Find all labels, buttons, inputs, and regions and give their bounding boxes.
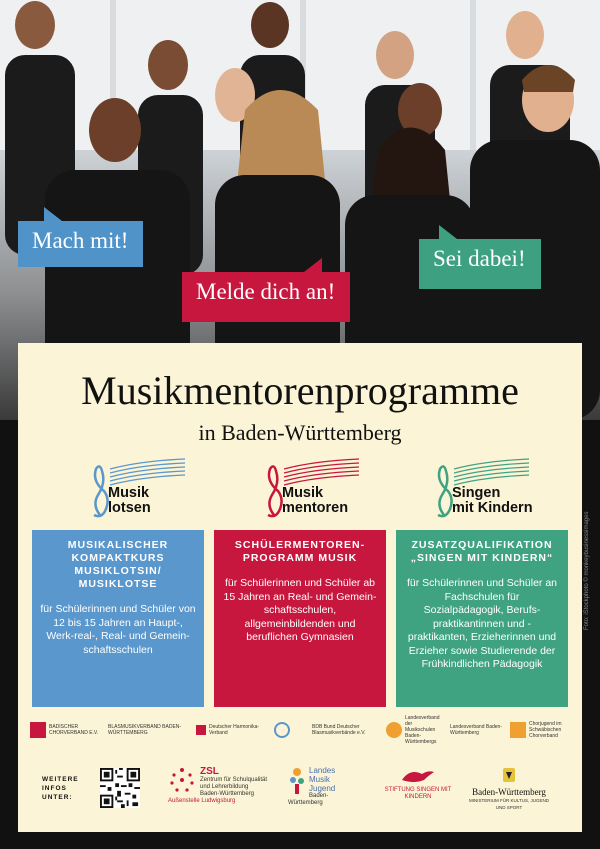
- partner-logos: [30, 715, 570, 745]
- bird-note-icon: [398, 766, 438, 784]
- zsl-logo: [168, 766, 268, 805]
- logo-line2: mit Kindern: [452, 500, 533, 516]
- zsl-sub2: Außenstelle Ludwigsburg: [168, 798, 236, 804]
- partner-logo: Landesverband Baden-Württemberg: [450, 724, 502, 736]
- partner-logo: [274, 715, 304, 745]
- logo-line1: Musik: [108, 485, 150, 501]
- more-info-label: WEITERE INFOS UNTER:: [42, 776, 79, 801]
- musikschulen-logo-icon: [386, 722, 402, 738]
- logo-line1: Musik: [282, 485, 324, 501]
- program-card-singen-mit-kindern: [396, 530, 568, 707]
- partner-logo: BLASMUSIKVERBAND BADEN-WÜRTTEMBERG: [108, 724, 182, 736]
- landes-musik-jugend-logo: [288, 766, 358, 807]
- stiftung-logo: [378, 766, 458, 801]
- program-description: für Schülerinnen und Schüler von 12 bis 15 Jahren an Haupt-, Werk-real-, Real- und Gemein-schaftsschulen: [40, 603, 196, 656]
- zsl-name: ZSL: [200, 766, 219, 777]
- harmonika-logo-icon: [196, 725, 206, 735]
- lmj-name: Landes Musik Jugend: [309, 766, 336, 793]
- zsl-sub: Zentrum für Schulqualität und Lehrerbildung Baden-Württemberg: [200, 777, 268, 797]
- zsl-dots-icon: [168, 766, 196, 794]
- lmj-figure-icon: [288, 766, 306, 796]
- melde-dich-an-bubble: Melde dich an!: [182, 272, 350, 322]
- bw-sub: MINISTERIUM FÜR KULTUS, JUGEND UND SPORT: [469, 798, 549, 810]
- partner-logo: Deutscher Harmonika-Verband: [196, 715, 266, 745]
- singen-mit-kindern-logo: [424, 455, 594, 525]
- program-description: für Schülerinnen und Schüler ab 15 Jahren an Real- und Gemein-schaftsschulen, allgemeinbildenden und beruflichen Gymnasien: [223, 577, 377, 643]
- photo-credit: Foto: iStockphoto © monkeybusinessimages: [584, 511, 590, 630]
- mach-mit-bubble: Mach mit!: [18, 221, 143, 267]
- program-heading: SCHÜLERMENTOREN-PROGRAMM MUSIK: [234, 539, 366, 564]
- partner-logo: Landesverband der Musikschulen Baden-Württembergs: [386, 715, 442, 745]
- musikmentoren-logo: [254, 455, 424, 525]
- musiklotsen-logo: [80, 455, 250, 525]
- qr-code[interactable]: [100, 768, 140, 808]
- program-heading: MUSIKALISCHER KOMPAKTKURS MUSIKLOTSIN/ MUSIKLOTSE: [67, 539, 169, 590]
- program-heading: ZUSATZQUALIFIKATION „SINGEN MIT KINDERN“: [410, 539, 554, 564]
- page-subtitle: in Baden-Württemberg: [198, 420, 402, 445]
- partner-logo: BADISCHER CHORVERBAND E.V.: [30, 715, 100, 745]
- coat-of-arms-icon: [494, 766, 524, 784]
- logo-line1: Singen: [452, 485, 501, 501]
- bw-name: Baden-Württemberg: [472, 787, 546, 797]
- lmj-sub: Baden-Württemberg: [288, 793, 329, 806]
- sei-dabei-bubble: Sei dabei!: [419, 239, 541, 289]
- page-title: Musikmentorenprogramme: [81, 368, 519, 413]
- info-panel: [18, 343, 582, 832]
- chorverband-logo-icon: [30, 722, 46, 738]
- stiftung-name: STIFTUNG SINGEN MIT KINDERN: [384, 787, 452, 800]
- partner-logo: Chorjugend im Schwäbischen Chorverband: [510, 715, 570, 745]
- logo-line2: lotsen: [108, 500, 151, 516]
- jeunesses-logo-icon: [274, 722, 290, 738]
- program-card-musikmentoren: [214, 530, 386, 707]
- logo-line2: mentoren: [282, 500, 349, 516]
- baden-wuerttemberg-logo: [464, 766, 554, 811]
- program-card-musiklotsen: [32, 530, 204, 707]
- partner-logo: BDB Bund Deutscher Blasmusikverbände e.V.: [312, 724, 366, 736]
- chorjugend-logo-icon: [510, 722, 526, 738]
- program-description: für Schülerinnen und Schüler an Fachschulen für Sozialpädagogik, Berufs-praktikantinnen und -praktikanten, Erzieherinnen und Erzieher sowie Studierende der Frühkindlichen Pädagogik: [406, 577, 557, 670]
